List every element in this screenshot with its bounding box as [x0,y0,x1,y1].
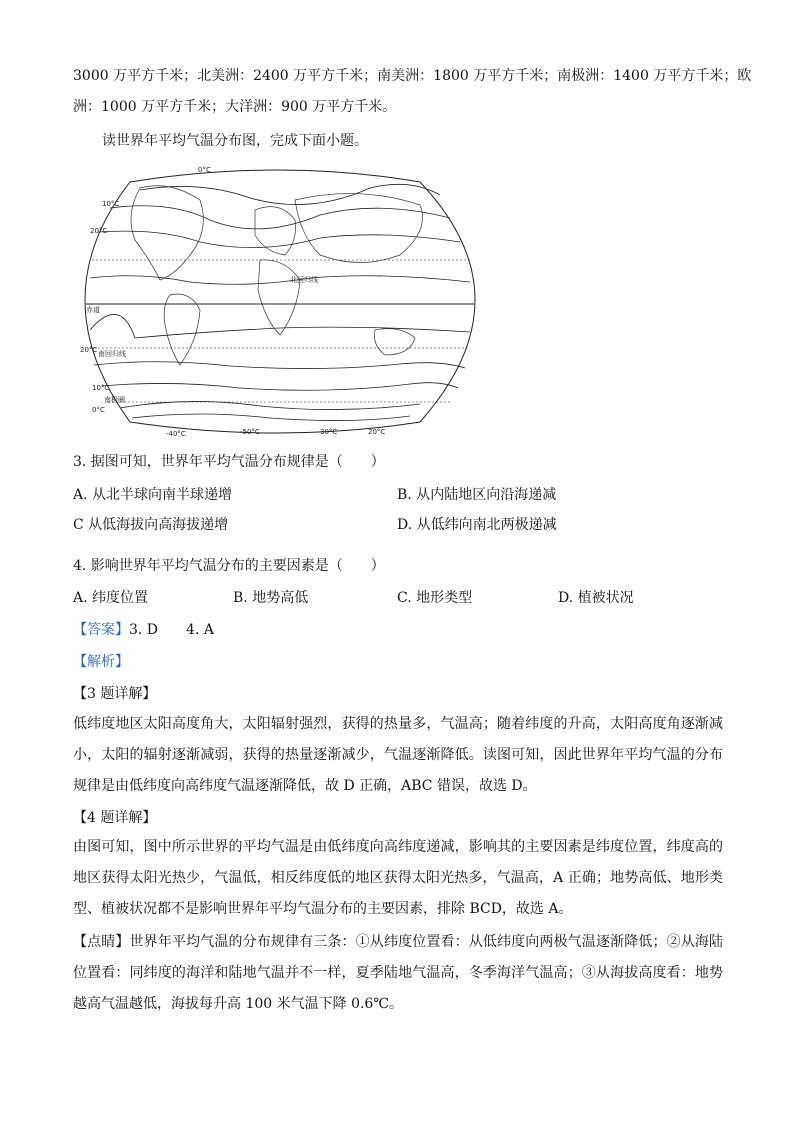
q4-option-b: B. 地势高低 [233,590,309,606]
label-10c-north: 10°C [102,200,120,208]
analysis-tag: 【解析】 [73,654,129,670]
detail-4-heading: 【4 题详解】 [73,810,157,826]
q3-option-b: B. 从内陆地区向沿海递减 [397,487,557,503]
label-0c-south: 0°C [92,406,105,414]
label-equator: 赤道 [86,306,100,314]
detail-3-heading: 【3 题详解】 [73,686,157,702]
q4-option-a: A. 纬度位置 [73,590,149,606]
label-tropic-north: 北回归线 [290,276,318,284]
continent-outlines [131,186,423,365]
label-0c-top: 0°C [198,166,211,174]
tips-body: 世界年平均气温的分布规律有三条：①从纬度位置看：从低纬度向两极气温逐渐降低；②从海陆位置看：同纬度的海洋和陆地气温并不一样，夏季陆地气温高，冬季海洋气温高；③从海拔高度看：地势越高气温越低，海拔每升高 100 米气温下降 0.6℃。 [73,934,724,1012]
intro-line-2: 洲：1000 万平方千米；大洋洲：900 万平方千米。 [73,99,397,115]
reading-prompt: 读世界年平均气温分布图，完成下面小题。 [102,133,368,149]
label-10c-south: 10°C [92,384,110,392]
map-outline [85,170,475,433]
q4-stem: 4. 影响世界年平均气温分布的主要因素是（ ） [73,558,385,574]
label-minus50: -50°C [240,428,260,436]
q4-option-c: C. 地形类型 [397,590,473,606]
q3-stem: 3. 据图可知，世界年平均气温分布规律是（ ） [73,454,385,470]
isotherm-lines [90,184,470,420]
label-30c: 30°C [320,428,338,436]
answer-tag: 【答案】 [73,622,129,638]
tips-paragraph [73,927,723,1020]
answer-line [73,620,214,640]
q3-option-c: C 从低海拔向高海拔递增 [73,517,229,533]
answer-text: 3. D 4. A [129,622,214,638]
q3-option-d: D. 从低纬向南北两极递减 [397,517,557,533]
q4-option-d: D. 植被状况 [558,590,634,606]
intro-line-1: 3000 万平方千米；北美洲：2400 万平方千米；南美洲：1800 万平方千米；南极洲：1400 万平方千米；欧 [73,68,752,84]
label-polar-south: 南极圈 [104,396,125,404]
detail-4-body: 由图可知，图中所示世界的平均气温是由低纬度向高纬度递减，影响其的主要因素是纬度位置，纬度高的地区获得太阳光热少，气温低，相反纬度低的地区获得太阳光热多，气温高，A 正确；地势高低、地形类型、植被状况都不是影响世界年平均气温分布的主要因素，排除 BCD，故选 A。 [73,839,723,917]
label-20c-north: 20°C [90,227,108,235]
label-minus40: -40°C [166,430,186,438]
label-20c-bottom: 20°C [368,428,386,436]
q3-option-a: A. 从北半球向南半球递增 [73,487,233,503]
label-20c-south: 20°C [80,346,98,354]
label-tropic-south: 南回归线 [98,350,126,358]
detail-3-body: 低纬度地区太阳高度角大，太阳辐射强烈，获得的热量多，气温高；随着纬度的升高，太阳高度角逐渐减小，太阳的辐射逐渐减弱，获得的热量逐渐减少，气温逐渐降低。读图可知，因此世界年平均气温的分布规律是由低纬度向高纬度气温逐渐降低，故 D 正确，ABC 错误，故选 D。 [73,716,723,794]
tips-tag: 【点睛】 [73,934,130,950]
world-temperature-map [80,160,480,440]
